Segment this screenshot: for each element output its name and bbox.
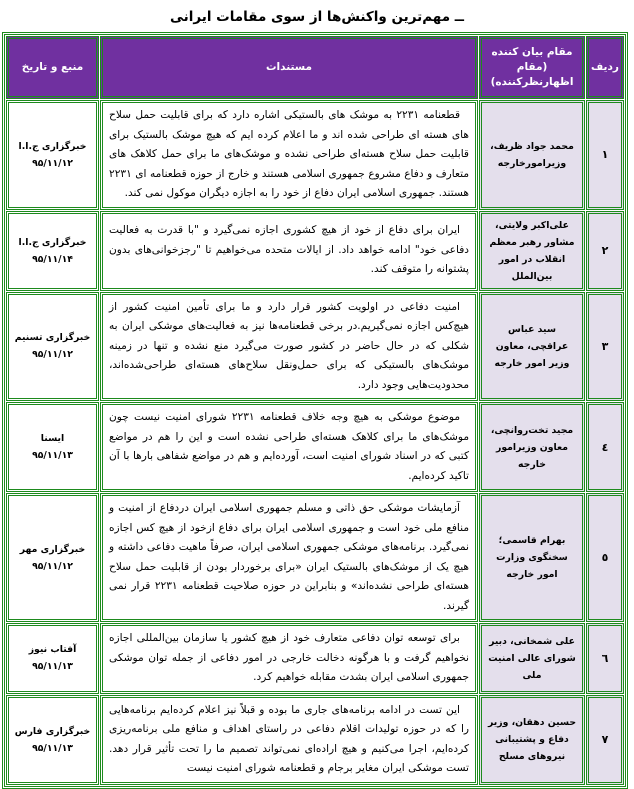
row-number-cell: ٦ [586,623,624,694]
page-title: ــ مهم‌ترین واکنش‌ها از سوی مقامات ایرانی [170,9,464,25]
evidence-cell: ایران برای دفاع از خود از هیچ کشوری اجازه نمی‌گیرد و "با قدرت به فعالیت دفاعی خود" ادامه خواهد داد. از ایالات متحده می‌خواهیم تا "رجزخوانی‌های بدون پشتوانه را متوقف کند. [100,211,478,291]
source-date: ۹۵/۱۱/۱۳ [32,450,73,461]
source-date: ۹۵/۱۱/۱۲ [32,157,73,169]
source-cell [6,292,99,402]
source-cell [6,100,99,210]
row-number-cell: ۲ [586,211,624,291]
table-body [6,100,624,785]
official-cell: محمد جواد ظریف، وزیرامورخارجه [479,100,585,210]
table-row [6,100,624,210]
source-name: خبرگزاری مهر [19,543,86,555]
evidence-cell: آزمایشات موشکی حق ذاتی و مسلم جمهوری اسلامی ایران دردفاع از امنیت و منافع ملی خود است و جمهوری اسلامی ایران برای دفاع ازخود از هیچ کس اجازه نمی‌گیرد. برنامه‌های موشکی جمهوری اسلامی ایران، صرفاً ماهیت دفاعی داشته و هیچ یک از موشک‌های بالستیک ایران «برای برخوردار بودن از قابلیت حمل سلاح هسته‌ای طراحی نشده‌اند» و بنابراین در حوزه صلاحیت قطعنامه ۲۲۳۱ قرار نمی گیرند. [100,493,478,622]
header-source: منبع و تاریخ [6,36,99,99]
source-date: ۹۵/۱۱/۱۴ [32,253,73,265]
official-cell: بهرام قاسمی؛ سخنگوی وزارت امور خارجه [479,493,585,622]
official-cell: علی شمخانی، دبیر شورای عالی امنیت ملی [479,623,585,694]
source-name: ایسنا [40,433,65,444]
official-cell: علی‌اکبر ولایتی، مشاور رهبر معظم انقلاب در امور بین‌الملل [479,211,585,291]
source-name: آفتاب نیوز ۹۵/۱۱/۱۳ [28,644,77,673]
header-official [479,36,585,99]
header-row-number: ردیف [586,36,624,99]
row-number-cell: ٥ [586,493,624,622]
official-cell: سید عباس عراقچی، معاون وزیر امور خارجه [479,292,585,402]
header-row [6,36,624,99]
table-row [6,623,624,694]
source-cell [6,211,99,291]
header-evidence: مستندات [100,36,478,99]
source-name: خبرگزاری ج.ا.ا [18,140,87,152]
table-row [6,402,624,492]
evidence-cell: قطعنامه ۲۲۳۱ به موشک های بالستیکی اشاره دارد که برای قابلیت حمل سلاح های هسته ای طراحی شده اند و ما اعلام کرده ایم که هیچ موشک بالستیک برای قابلیت حمل سلاح هسته‌ای طراحی نشده و موشک‌های ما برای حمل کلاهک های متعارف و دفاع مشروع جمهوری اسلامی هستند و خارج از حوزه قطعنامه ای ۲۲۳۱ هستند. جمهوری اسلامی ایران دفاع از خود را به اجازه دیگران موکول نمی کند. [100,100,478,210]
table-row [6,695,624,785]
source-cell [6,695,99,785]
evidence-cell: برای توسعه توان دفاعی متعارف خود از هیچ کشور یا سازمان بین‌المللی اجازه نخواهیم گرفت و با هرگونه دخالت خارجی در امور دفاعی از جمله توان موشکی جمهوری اسلامی ایران بشدت مقابله خواهیم کرد. [100,623,478,694]
reactions-table [2,32,628,789]
row-number-cell: ۱ [586,100,624,210]
source-name: خبرگزاری ج.ا.ا [18,236,87,248]
source-cell [6,402,99,492]
source-cell [6,623,99,694]
source-date: ۹۵/۱۱/۱۲ [32,560,73,572]
official-cell: مجید تخت‌روانچی، معاون وزیرامور خارجه [479,402,585,492]
source-date: ۹۵/۱۱/۱۲ [32,349,73,361]
source-name: خبرگزاری فارس [14,725,91,737]
table-row [6,211,624,291]
source-date: ۹۵/۱۱/۱۳ [32,742,73,754]
row-number-cell: ۳ [586,292,624,402]
table-row [6,493,624,622]
evidence-cell: این تست در ادامه برنامه‌های جاری ما بوده و قبلاً نیز اعلام کرده‌ایم برنامه‌هایی را که در حوزه تولیدات اقلام دفاعی در راستای اهداف و منافع ملی برنامه‌ریزی کرده‌ایم، اجرا می‌کنیم و هیچ اراده‌ای نمی‌تواند تصمیم ما را تحت تأثیر قرار دهد. تست موشکی ایران مغایر برجام و قطعنامه شورای امنیت نیست [100,695,478,785]
header-official-line1: مقام بیان کننده [491,46,573,58]
row-number-cell: ٤ [586,402,624,492]
evidence-cell: امنیت دفاعی در اولویت کشور قرار دارد و ما برای تأمین امنیت کشور از هیچ‌کس اجازه نمی‌گیریم.در برخی قطعنامه‌ها نیز به فعالیت‌های موشکی ایران به شکلی که در حال حاضر در کشور صورت می‌گیرد منع نشده و تنها در زمینه موشک‌های بالستیکی که برای حمل‌ونقل سلاح‌های هسته‌ای طراحی‌شده‌اند، محدودیت‌هایی وجود دارد. [100,292,478,402]
official-cell: حسین دهقان، وزیر دفاع و پشتیبانی نیروهای مسلح [479,695,585,785]
evidence-cell: موضوع موشکی به هیچ وجه خلاف قطعنامه ۲۲۳۱ شورای امنیت نیست چون موشک‌های ما برای کلاهک هسته‌ای طراحی نشده است و این را هم در مواضع کتبی که در اسناد شورای امنیت است، آورده‌ایم و هم در مواضع شفاهی بارها با آن تاکید کرده‌ایم. [100,402,478,492]
table-header [6,36,624,99]
row-number-cell: ۷ [586,695,624,785]
table-row [6,292,624,402]
source-name: خبرگزاری تسنیم [14,332,91,344]
source-cell [6,493,99,622]
header-official-line2: (مقام اظهارنظرکننده) [490,61,574,88]
